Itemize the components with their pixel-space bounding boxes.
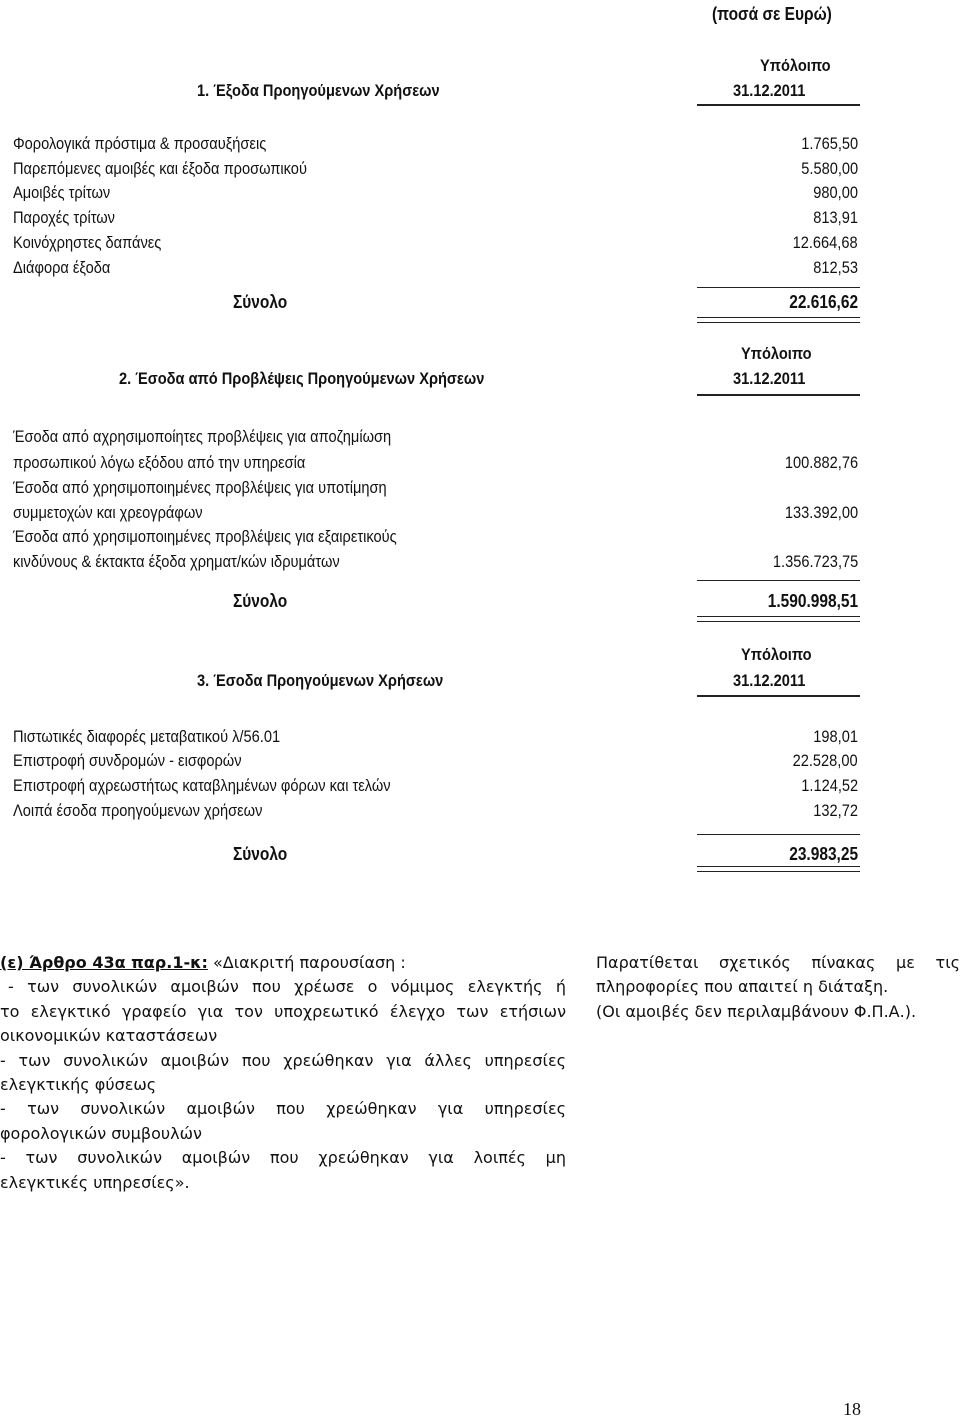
s3-row-label: Επιστροφή αχρεωστήτως καταβλημένων φόρων και τελών: [13, 776, 391, 795]
article-line: οικονομικών καταστάσεων: [0, 1026, 218, 1046]
s2-row-label-line2: προσωπικού λόγω εξόδου από την υπηρεσία: [13, 453, 306, 472]
section-2-total-double-rule: [697, 616, 860, 622]
s2-row-value: 100.882,76: [784, 453, 858, 472]
section-1-subtotal-rule: [697, 287, 860, 288]
s1-row-label: Παρεπόμενες αμοιβές και έξοδα προσωπικού: [13, 159, 307, 178]
s1-row-value: 812,53: [813, 258, 858, 277]
section-1-title: 1. Έξοδα Προηγούμενων Χρήσεων: [197, 81, 440, 100]
s2-row-label-line1: Έσοδα από χρησιμοποιημένες προβλέψεις για υποτίμηση: [13, 478, 387, 497]
section-3-total-value: 23.983,25: [789, 844, 858, 864]
section-1-header-label: Υπόλοιπο: [760, 56, 831, 75]
article-right-line: πληροφορίες που απαιτεί η διάταξη.: [596, 977, 889, 997]
section-1-total-label: Σύνολο: [233, 292, 288, 312]
article-line: - των συνολικών αμοιβών που χρεώθηκαν για άλλες υπηρεσίες: [0, 1050, 566, 1070]
section-2-header-date: 31.12.2011: [733, 369, 806, 388]
s2-row-label-line1: Έσοδα από αχρησιμοποίητες προβλέψεις για αποζημίωση: [13, 427, 392, 446]
article-line: - των συνολικών αμοιβών που χρεώθηκαν για υπηρεσίες: [0, 1099, 566, 1119]
currency-note: (ποσά σε Ευρώ): [712, 4, 832, 24]
s1-row-label: Αμοιβές τρίτων: [13, 183, 111, 202]
article-right-line: (Οι αμοιβές δεν περιλαμβάνουν Φ.Π.Α.).: [596, 1001, 917, 1021]
article-line: ελεγκτικής φύσεως: [0, 1075, 157, 1095]
article-heading: (ε) Άρθρο 43α παρ.1-κ:: [0, 953, 208, 972]
section-1-total-double-rule: [697, 317, 860, 323]
article-line: - των συνολικών αμοιβών που χρεώθηκαν για λοιπές μη: [0, 1148, 566, 1168]
section-1-header-rule: [697, 104, 860, 106]
s2-row-label-line1: Έσοδα από χρησιμοποιημένες προβλέψεις για εξαιρετικούς: [13, 527, 397, 546]
section-3-subtotal-rule: [697, 834, 860, 835]
section-2-header-label: Υπόλοιπο: [741, 344, 812, 363]
s3-row-value: 198,01: [813, 727, 858, 746]
s1-row-value: 12.664,68: [792, 233, 858, 252]
section-3-header-label: Υπόλοιπο: [741, 645, 812, 664]
s3-row-label: Λοιπά έσοδα προηγούμενων χρήσεων: [13, 801, 263, 820]
section-1-header-date: 31.12.2011: [733, 81, 806, 100]
article-right-line: Παρατίθεται σχετικός πίνακας με τις: [596, 953, 960, 972]
s3-row-label: Πιστωτικές διαφορές μεταβατικού λ/56.01: [13, 727, 281, 746]
section-3-header-date: 31.12.2011: [733, 671, 806, 690]
section-2-total-label: Σύνολο: [233, 591, 288, 611]
section-2-subtotal-rule: [697, 580, 860, 581]
s2-row-label-line2: κινδύνους & έκτακτα έξοδα χρηματ/κών ιδρυμάτων: [13, 552, 340, 571]
s2-row-value: 133.392,00: [784, 503, 858, 522]
section-2-total-value: 1.590.998,51: [767, 591, 858, 611]
s3-row-value: 22.528,00: [792, 751, 858, 770]
s1-row-label: Φορολογικά πρόστιμα & προσαυξήσεις: [13, 134, 267, 153]
s2-row-value: 1.356.723,75: [772, 552, 858, 571]
s3-row-label: Επιστροφή συνδρομών - εισφορών: [13, 751, 242, 770]
s1-row-value: 5.580,00: [801, 159, 858, 178]
s3-row-value: 1.124,52: [801, 776, 858, 795]
section-3-header-rule: [697, 695, 860, 697]
s1-row-value: 813,91: [813, 208, 858, 227]
s1-row-label: Διάφορα έξοδα: [13, 258, 111, 277]
article-line: ελεγκτικές υπηρεσίες».: [0, 1172, 190, 1192]
s1-row-label: Παροχές τρίτων: [13, 208, 116, 227]
article-right-column: [596, 951, 960, 1024]
s1-row-label: Κοινόχρηστες δαπάνες: [13, 233, 162, 252]
article-left-column: [0, 951, 566, 1195]
section-2-title: 2. Έσοδα από Προβλέψεις Προηγούμενων Χρήσεων: [119, 369, 485, 388]
s1-row-value: 980,00: [813, 183, 858, 202]
page-number: 18: [843, 1399, 861, 1419]
section-3-total-double-rule: [697, 866, 860, 872]
article-intro: «Διακριτή παρουσίαση :: [212, 953, 406, 972]
s1-row-value: 1.765,50: [801, 134, 858, 153]
section-1-total-value: 22.616,62: [789, 292, 858, 312]
s3-row-value: 132,72: [813, 801, 858, 820]
article-line: - των συνολικών αμοιβών που χρέωσε ο νόμιμος ελεγκτής ή: [8, 977, 566, 997]
s2-row-label-line2: συμμετοχών και χρεογράφων: [13, 503, 203, 522]
section-3-total-label: Σύνολο: [233, 844, 288, 864]
section-3-title: 3. Έσοδα Προηγούμενων Χρήσεων: [197, 671, 444, 690]
article-line: φορολογικών συμβουλών: [0, 1123, 202, 1143]
article-line: το ελεγκτικό γραφείο για τον υποχρεωτικό έλεγχο των ετήσιων: [0, 1001, 566, 1021]
section-2-header-rule: [697, 394, 860, 396]
